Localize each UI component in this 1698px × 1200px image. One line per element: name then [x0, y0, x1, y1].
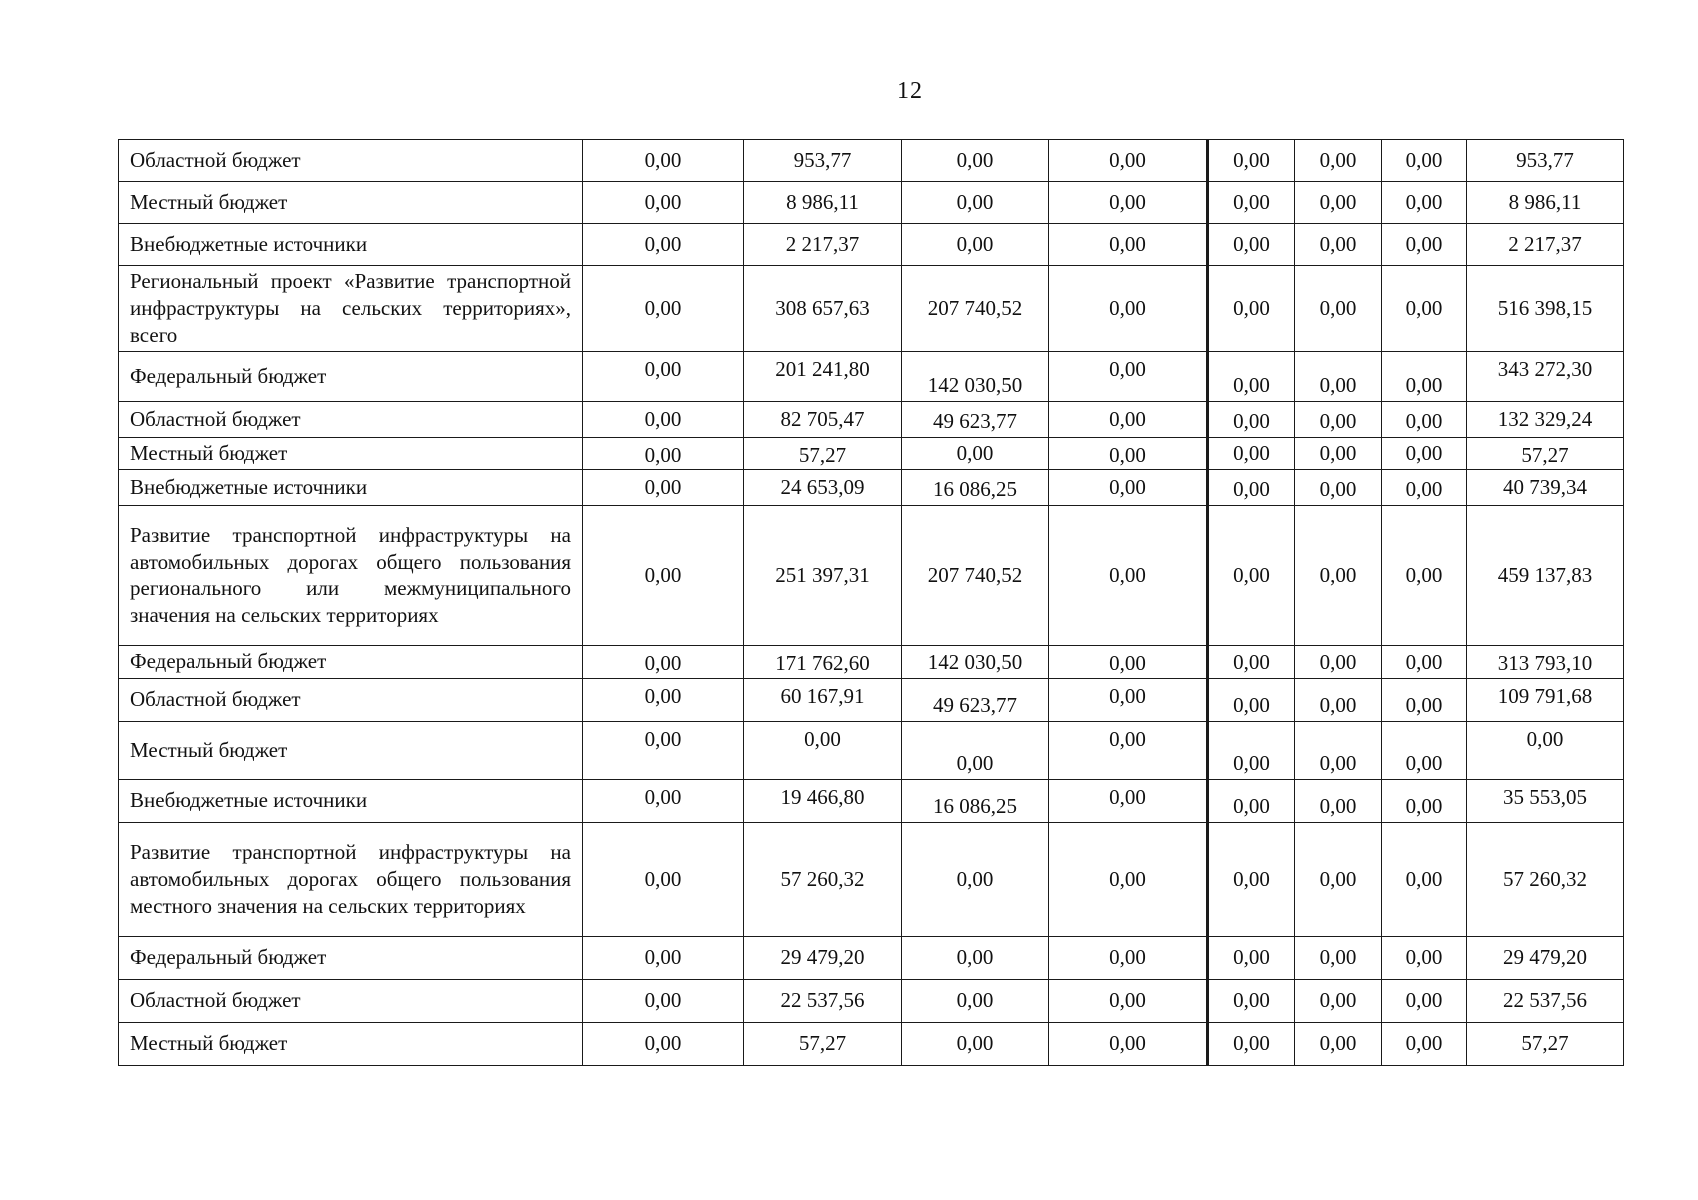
- value-cell: 0,00: [1049, 822, 1208, 936]
- value-cell: 2 217,37: [744, 224, 902, 266]
- value-cell: 0,00: [1049, 505, 1208, 645]
- value-cell: 57 260,32: [744, 822, 902, 936]
- row-label: Развитие транспортной инфраструктуры на автомобильных дорогах общего пользования регионального или межмуниципального значения на сельских территориях: [119, 505, 583, 645]
- value-cell: 0,00: [583, 721, 744, 779]
- value-cell: 0,00: [902, 721, 1049, 779]
- table-row: [119, 822, 1624, 936]
- value-cell: 0,00: [1208, 936, 1295, 979]
- table-row: [119, 140, 1624, 182]
- value-cell: 0,00: [1049, 266, 1208, 352]
- table-row: [119, 352, 1624, 402]
- value-cell: 0,00: [1295, 182, 1382, 224]
- value-cell: 0,00: [583, 936, 744, 979]
- value-cell: 0,00: [1208, 505, 1295, 645]
- value-cell: 0,00: [583, 645, 744, 678]
- value-cell: 0,00: [1049, 678, 1208, 721]
- value-cell: 201 241,80: [744, 352, 902, 402]
- value-cell: 313 793,10: [1467, 645, 1624, 678]
- value-cell: 0,00: [1049, 936, 1208, 979]
- value-cell: 22 537,56: [1467, 979, 1624, 1022]
- value-cell: 0,00: [1467, 721, 1624, 779]
- value-cell: 0,00: [1382, 721, 1467, 779]
- value-cell: 0,00: [902, 438, 1049, 470]
- table-row: [119, 936, 1624, 979]
- value-cell: 0,00: [1382, 822, 1467, 936]
- row-label: Местный бюджет: [119, 182, 583, 224]
- value-cell: 16 086,25: [902, 779, 1049, 822]
- value-cell: 0,00: [1208, 402, 1295, 438]
- table-row: [119, 1022, 1624, 1065]
- value-cell: 251 397,31: [744, 505, 902, 645]
- value-cell: 22 537,56: [744, 979, 902, 1022]
- value-cell: 0,00: [1208, 352, 1295, 402]
- table-row: [119, 721, 1624, 779]
- value-cell: 0,00: [1382, 1022, 1467, 1065]
- value-cell: 308 657,63: [744, 266, 902, 352]
- value-cell: 0,00: [1208, 469, 1295, 505]
- value-cell: 0,00: [1382, 469, 1467, 505]
- value-cell: 0,00: [1382, 979, 1467, 1022]
- value-cell: 0,00: [1208, 182, 1295, 224]
- value-cell: 0,00: [1049, 224, 1208, 266]
- value-cell: 0,00: [583, 402, 744, 438]
- value-cell: 0,00: [902, 1022, 1049, 1065]
- value-cell: 0,00: [1382, 402, 1467, 438]
- value-cell: 0,00: [1295, 979, 1382, 1022]
- value-cell: 0,00: [583, 224, 744, 266]
- value-cell: 0,00: [902, 979, 1049, 1022]
- value-cell: 57,27: [1467, 1022, 1624, 1065]
- row-label: Внебюджетные источники: [119, 224, 583, 266]
- value-cell: 953,77: [744, 140, 902, 182]
- value-cell: 142 030,50: [902, 645, 1049, 678]
- value-cell: 0,00: [1295, 140, 1382, 182]
- value-cell: 49 623,77: [902, 402, 1049, 438]
- table-row: [119, 266, 1624, 352]
- table-row: [119, 505, 1624, 645]
- value-cell: 0,00: [1049, 469, 1208, 505]
- value-cell: 0,00: [583, 678, 744, 721]
- value-cell: 0,00: [583, 979, 744, 1022]
- value-cell: 0,00: [583, 438, 744, 470]
- value-cell: 0,00: [902, 182, 1049, 224]
- value-cell: 57,27: [1467, 438, 1624, 470]
- value-cell: 40 739,34: [1467, 469, 1624, 505]
- value-cell: 60 167,91: [744, 678, 902, 721]
- value-cell: 0,00: [1049, 979, 1208, 1022]
- table-row: [119, 224, 1624, 266]
- table-row: [119, 182, 1624, 224]
- row-label: Местный бюджет: [119, 438, 583, 470]
- value-cell: 0,00: [583, 822, 744, 936]
- value-cell: 0,00: [902, 140, 1049, 182]
- row-label: Местный бюджет: [119, 721, 583, 779]
- value-cell: 953,77: [1467, 140, 1624, 182]
- table-row: [119, 469, 1624, 505]
- value-cell: 29 479,20: [744, 936, 902, 979]
- value-cell: 516 398,15: [1467, 266, 1624, 352]
- value-cell: 0,00: [1382, 352, 1467, 402]
- row-label: Федеральный бюджет: [119, 352, 583, 402]
- value-cell: 207 740,52: [902, 505, 1049, 645]
- table-row: [119, 645, 1624, 678]
- value-cell: 0,00: [1049, 438, 1208, 470]
- value-cell: 0,00: [1049, 779, 1208, 822]
- value-cell: 16 086,25: [902, 469, 1049, 505]
- row-label: Внебюджетные источники: [119, 469, 583, 505]
- table-row: [119, 979, 1624, 1022]
- value-cell: 2 217,37: [1467, 224, 1624, 266]
- value-cell: 0,00: [1208, 822, 1295, 936]
- value-cell: 0,00: [1049, 402, 1208, 438]
- value-cell: 0,00: [1049, 182, 1208, 224]
- value-cell: 207 740,52: [902, 266, 1049, 352]
- value-cell: 0,00: [1295, 438, 1382, 470]
- value-cell: 0,00: [1382, 678, 1467, 721]
- budget-table: [118, 139, 1624, 1066]
- value-cell: 8 986,11: [1467, 182, 1624, 224]
- row-label: Развитие транспортной инфраструктуры на автомобильных дорогах общего пользования местного значения на сельских территориях: [119, 822, 583, 936]
- value-cell: 0,00: [1208, 678, 1295, 721]
- value-cell: 109 791,68: [1467, 678, 1624, 721]
- value-cell: 0,00: [1295, 266, 1382, 352]
- value-cell: 142 030,50: [902, 352, 1049, 402]
- row-label: Федеральный бюджет: [119, 936, 583, 979]
- value-cell: 0,00: [1049, 645, 1208, 678]
- value-cell: 0,00: [1382, 505, 1467, 645]
- row-label: Внебюджетные источники: [119, 779, 583, 822]
- value-cell: 0,00: [583, 505, 744, 645]
- row-label: Местный бюджет: [119, 1022, 583, 1065]
- row-label: Областной бюджет: [119, 402, 583, 438]
- value-cell: 0,00: [1382, 140, 1467, 182]
- value-cell: 0,00: [1295, 721, 1382, 779]
- row-label: Региональный проект «Развитие транспортной инфраструктуры на сельских территориях», всего: [119, 266, 583, 352]
- value-cell: 0,00: [1208, 266, 1295, 352]
- value-cell: 459 137,83: [1467, 505, 1624, 645]
- value-cell: 0,00: [902, 822, 1049, 936]
- table-row: [119, 402, 1624, 438]
- value-cell: 0,00: [1382, 182, 1467, 224]
- value-cell: 0,00: [1208, 779, 1295, 822]
- row-label: Федеральный бюджет: [119, 645, 583, 678]
- value-cell: 82 705,47: [744, 402, 902, 438]
- value-cell: 8 986,11: [744, 182, 902, 224]
- value-cell: 0,00: [1295, 678, 1382, 721]
- value-cell: 0,00: [1295, 402, 1382, 438]
- value-cell: 57 260,32: [1467, 822, 1624, 936]
- table-row: [119, 779, 1624, 822]
- value-cell: 0,00: [1295, 779, 1382, 822]
- value-cell: 0,00: [1049, 352, 1208, 402]
- row-label: Областной бюджет: [119, 140, 583, 182]
- value-cell: 0,00: [1295, 352, 1382, 402]
- value-cell: 0,00: [583, 352, 744, 402]
- table-row: [119, 438, 1624, 470]
- value-cell: 0,00: [902, 224, 1049, 266]
- value-cell: 0,00: [1208, 140, 1295, 182]
- value-cell: 0,00: [583, 266, 744, 352]
- page-number: 12: [897, 78, 923, 104]
- value-cell: 0,00: [583, 469, 744, 505]
- value-cell: 0,00: [1382, 936, 1467, 979]
- row-label: Областной бюджет: [119, 979, 583, 1022]
- value-cell: 0,00: [1382, 779, 1467, 822]
- value-cell: 57,27: [744, 1022, 902, 1065]
- value-cell: 0,00: [1049, 1022, 1208, 1065]
- row-label: Областной бюджет: [119, 678, 583, 721]
- value-cell: 0,00: [1295, 1022, 1382, 1065]
- value-cell: 24 653,09: [744, 469, 902, 505]
- value-cell: 0,00: [1208, 979, 1295, 1022]
- value-cell: 0,00: [583, 140, 744, 182]
- value-cell: 0,00: [1295, 469, 1382, 505]
- value-cell: 0,00: [1208, 721, 1295, 779]
- value-cell: 0,00: [902, 936, 1049, 979]
- table-row: [119, 678, 1624, 721]
- value-cell: 0,00: [1208, 224, 1295, 266]
- value-cell: 0,00: [1295, 645, 1382, 678]
- value-cell: 0,00: [1295, 936, 1382, 979]
- value-cell: 0,00: [1382, 224, 1467, 266]
- value-cell: 0,00: [1295, 822, 1382, 936]
- value-cell: 0,00: [1382, 266, 1467, 352]
- value-cell: 171 762,60: [744, 645, 902, 678]
- value-cell: 0,00: [1382, 438, 1467, 470]
- value-cell: 35 553,05: [1467, 779, 1624, 822]
- value-cell: 0,00: [1208, 438, 1295, 470]
- value-cell: 0,00: [1208, 645, 1295, 678]
- value-cell: 343 272,30: [1467, 352, 1624, 402]
- value-cell: 29 479,20: [1467, 936, 1624, 979]
- value-cell: 0,00: [1208, 1022, 1295, 1065]
- value-cell: 0,00: [1049, 140, 1208, 182]
- value-cell: 0,00: [744, 721, 902, 779]
- value-cell: 0,00: [1295, 505, 1382, 645]
- value-cell: 19 466,80: [744, 779, 902, 822]
- value-cell: 0,00: [583, 182, 744, 224]
- value-cell: 0,00: [583, 1022, 744, 1065]
- value-cell: 132 329,24: [1467, 402, 1624, 438]
- value-cell: 49 623,77: [902, 678, 1049, 721]
- value-cell: 57,27: [744, 438, 902, 470]
- value-cell: 0,00: [1382, 645, 1467, 678]
- value-cell: 0,00: [583, 779, 744, 822]
- value-cell: 0,00: [1295, 224, 1382, 266]
- value-cell: 0,00: [1049, 721, 1208, 779]
